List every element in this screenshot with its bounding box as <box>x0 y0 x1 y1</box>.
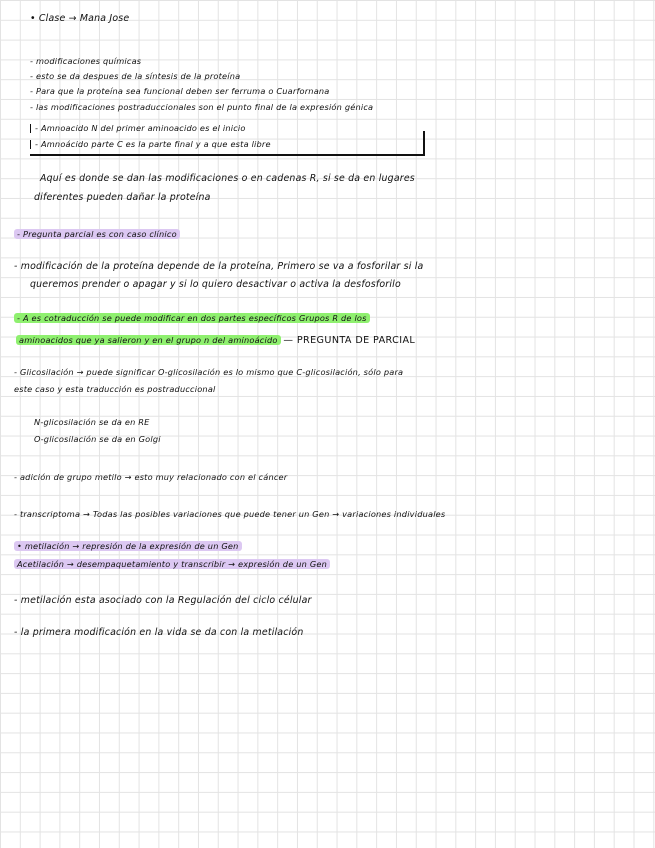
note-line: Aquí es donde se dan las modificaciones o en cadenas R, si se da en lugares <box>40 173 415 184</box>
note-line: este caso y esta traducción es postraduccional <box>14 384 216 394</box>
note-line: N-glicosilación se da en RE <box>34 417 150 427</box>
exam-question-label: — PREGUNTA DE PARCIAL <box>283 335 416 346</box>
note-line: - metilación esta asociado con la Regulación del ciclo célular <box>14 595 312 606</box>
note-line: O-glicosilación se da en Golgi <box>34 434 161 444</box>
highlighted-note-line: Acetilación → desempaquetamiento y transcribir → expresión de un Gen <box>14 559 330 569</box>
note-line: - esto se da despues de la síntesis de la proteína <box>30 71 241 81</box>
note-line: - las modificaciones postraduccionales son el punto final de la expresión génica <box>30 102 374 112</box>
box-border-bottom <box>30 154 425 156</box>
note-line: - adición de grupo metilo → esto muy relacionado con el cáncer <box>14 472 288 482</box>
note-line: - Glicosilación → puede significar O-glicosilación es lo mismo que C-glicosilación, sólo para <box>14 367 404 377</box>
note-line: - la primera modificación en la vida se da con la metilación <box>14 627 304 638</box>
boxed-note-line: - Amnoacido N del primer aminoacido es el inicio <box>30 124 246 133</box>
note-line: diferentes pueden dañar la proteína <box>34 192 211 203</box>
note-line: - Para que la proteína sea funcional deben ser ferruma o Cuarfornana <box>30 86 330 96</box>
note-line: queremos prender o apagar y si lo quiero desactivar o activa la desfosforilo <box>30 279 401 290</box>
note-line: - modificación de la proteína depende de la proteína, Primero se va a fosforilar si la <box>14 261 424 272</box>
highlighted-note-line: - A es cotraducción se puede modificar en dos partes específicos Grupos R de los <box>14 313 370 323</box>
highlighted-note-line: • metilación → represión de la expresión de un Gen <box>14 541 242 551</box>
highlighted-note-line: aminoacidos que ya salieron y en el grupo n del aminoácido <box>16 335 281 345</box>
boxed-note-line: - Amnoácido parte C es la parte final y a que esta libre <box>30 140 271 149</box>
box-border-right <box>423 131 425 155</box>
note-line: - modificaciones químicas <box>30 56 142 66</box>
highlighted-note-line: - Pregunta parcial es con caso clínico <box>14 229 180 239</box>
note-line: - transcriptoma → Todas las posibles variaciones que puede tener un Gen → variaciones individuales <box>14 509 446 519</box>
note-line-class-title: • Clase → Mana Jose <box>30 13 130 24</box>
